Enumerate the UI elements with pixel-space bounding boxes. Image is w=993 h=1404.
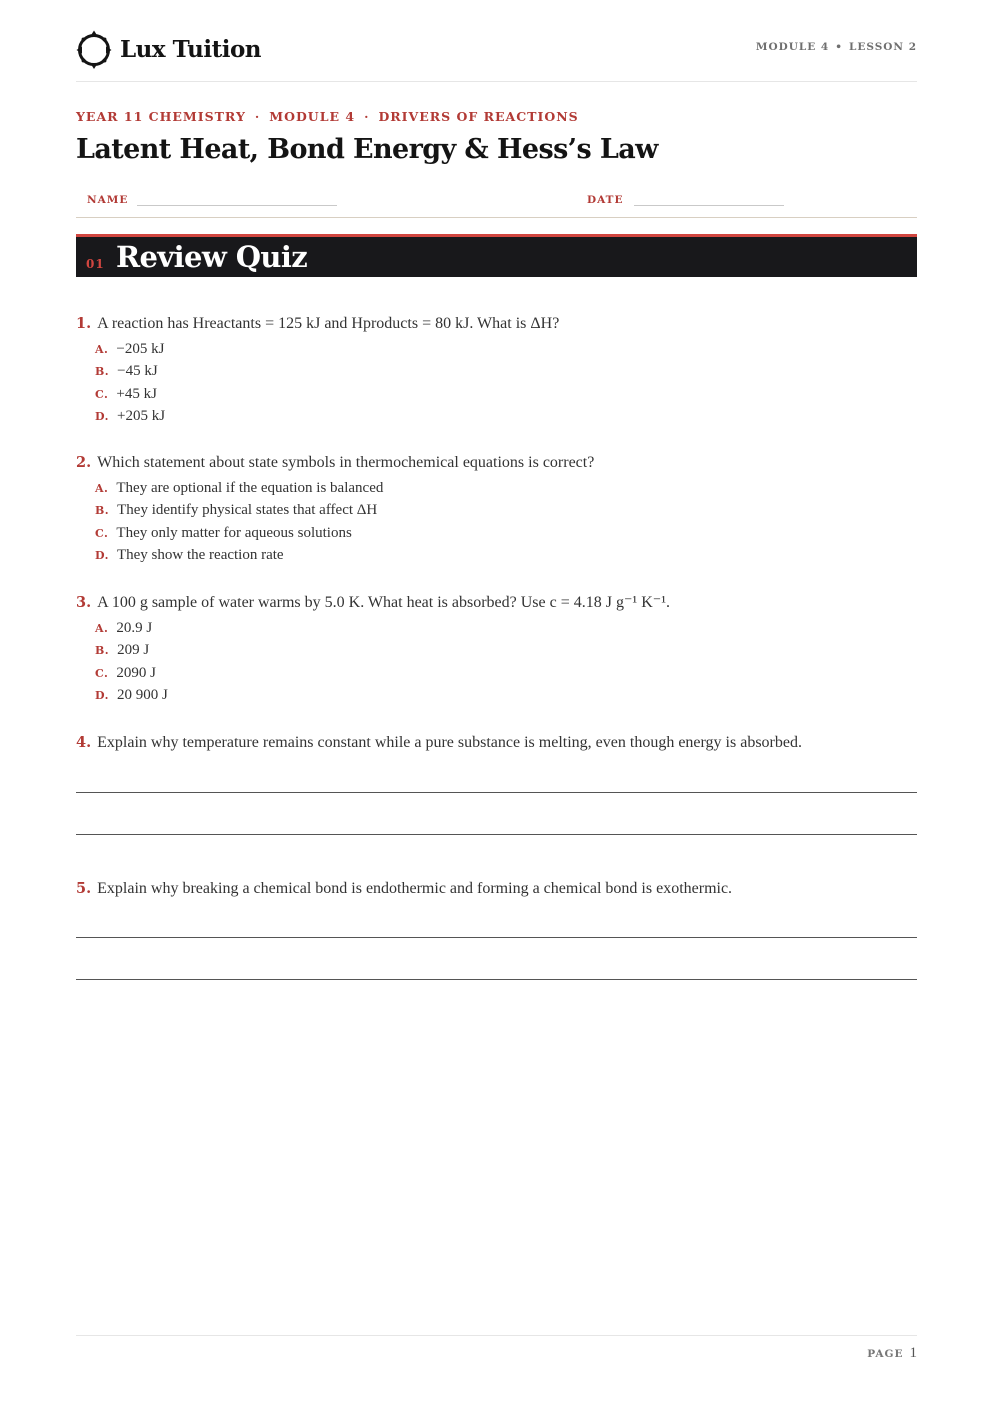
option-text: −205 kJ: [116, 341, 165, 357]
kicker-course: YEAR 11 CHEMISTRY: [76, 109, 246, 124]
option-letter: D.: [95, 689, 109, 703]
option-letter: B.: [95, 365, 110, 379]
name-date-row: [76, 190, 917, 218]
option-letter: B.: [95, 504, 110, 518]
option-d[interactable]: [95, 544, 917, 566]
date-field[interactable]: [634, 205, 784, 206]
option-list: [95, 617, 917, 707]
question-2: [76, 452, 917, 567]
kicker-separator: ·: [254, 109, 261, 124]
option-a[interactable]: [95, 617, 917, 639]
option-text: They are optional if the equation is balanced: [116, 480, 384, 496]
course-kicker: [76, 109, 579, 124]
question-text: A 100 g sample of water warms by 5.0 K. What heat is absorbed? Use c = 4.18 J g⁻¹ K⁻¹.: [97, 594, 671, 611]
option-letter: D.: [95, 410, 109, 424]
question-1: [76, 313, 917, 428]
brand: [76, 28, 261, 70]
option-d[interactable]: [95, 405, 917, 427]
question-stem: [76, 732, 917, 754]
option-list: [95, 338, 917, 428]
brand-name: Lux Tuition: [120, 35, 262, 63]
page-number: [867, 1344, 917, 1362]
question-number: 3.: [76, 594, 92, 611]
question-4: [76, 732, 917, 754]
meta-lesson: LESSON 2: [848, 41, 917, 53]
option-letter: A.: [95, 343, 109, 356]
option-text: 20 900 J: [116, 687, 168, 704]
answer-line[interactable]: [76, 937, 917, 938]
option-text: 209 J: [117, 642, 150, 659]
option-letter: C.: [95, 387, 109, 401]
question-stem: [76, 592, 917, 614]
option-text: 2090 J: [116, 664, 156, 681]
lesson-meta: [756, 41, 917, 53]
option-letter: D.: [95, 549, 109, 563]
option-text: 20.9 J: [116, 620, 153, 636]
question-text: Explain why breaking a chemical bond is endothermic and forming a chemical bond is exothermic.: [97, 880, 733, 897]
date-label: DATE: [587, 194, 624, 206]
option-a[interactable]: [95, 338, 917, 360]
option-b[interactable]: [95, 360, 917, 382]
page-title: Latent Heat, Bond Energy & Hess’s Law: [76, 134, 658, 165]
meta-separator: •: [835, 41, 843, 53]
page-label: PAGE: [867, 1348, 904, 1360]
question-number: 5.: [76, 880, 92, 897]
kicker-separator: ·: [364, 109, 370, 124]
option-text: −45 kJ: [117, 363, 158, 380]
page-number-value: 1: [909, 1345, 917, 1361]
option-text: They only matter for aqueous solutions: [116, 524, 352, 541]
question-number: 1.: [76, 315, 92, 332]
option-b[interactable]: [95, 499, 917, 521]
option-letter: C.: [95, 526, 109, 540]
kicker-topic: DRIVERS OF REACTIONS: [378, 109, 579, 124]
option-c[interactable]: [95, 522, 917, 544]
section-title: Review Quiz: [116, 240, 308, 274]
section-banner: [76, 234, 917, 277]
answer-line[interactable]: [76, 792, 917, 793]
option-a[interactable]: [95, 477, 917, 499]
option-b[interactable]: [95, 639, 917, 661]
question-3: [76, 592, 917, 707]
worksheet-page: [76, 0, 917, 1404]
option-text: +45 kJ: [116, 385, 157, 402]
name-field[interactable]: [137, 205, 337, 206]
question-text: Explain why temperature remains constant while a pure substance is melting, even though energy is absorbed.: [97, 734, 802, 751]
option-text: They identify physical states that affect ΔH: [117, 502, 378, 519]
name-label: NAME: [87, 194, 129, 206]
option-letter: A.: [95, 482, 109, 495]
option-text: They show the reaction rate: [116, 547, 284, 564]
option-list: [95, 477, 917, 567]
compass-ring-icon: [76, 29, 112, 69]
question-number: 2.: [76, 454, 92, 471]
option-d[interactable]: [95, 684, 917, 706]
kicker-module: MODULE 4: [269, 109, 356, 124]
answer-line[interactable]: [76, 979, 917, 980]
option-c[interactable]: [95, 383, 917, 405]
option-c[interactable]: [95, 662, 917, 684]
question-number: 4.: [76, 734, 92, 751]
option-letter: A.: [95, 622, 109, 635]
question-text: Which statement about state symbols in thermochemical equations is correct?: [97, 454, 595, 471]
option-text: +205 kJ: [116, 408, 166, 425]
question-stem: [76, 878, 917, 900]
option-letter: C.: [95, 666, 109, 680]
section-number: 01: [86, 257, 105, 271]
page-header: [76, 28, 917, 82]
question-stem: [76, 313, 917, 335]
question-stem: [76, 452, 917, 474]
question-text: A reaction has Hreactants = 125 kJ and Hproducts = 80 kJ. What is ΔH?: [97, 315, 560, 332]
footer-divider: [76, 1335, 917, 1336]
question-5: [76, 878, 917, 900]
answer-line[interactable]: [76, 834, 917, 835]
meta-module: MODULE 4: [755, 41, 830, 53]
option-letter: B.: [95, 644, 110, 658]
